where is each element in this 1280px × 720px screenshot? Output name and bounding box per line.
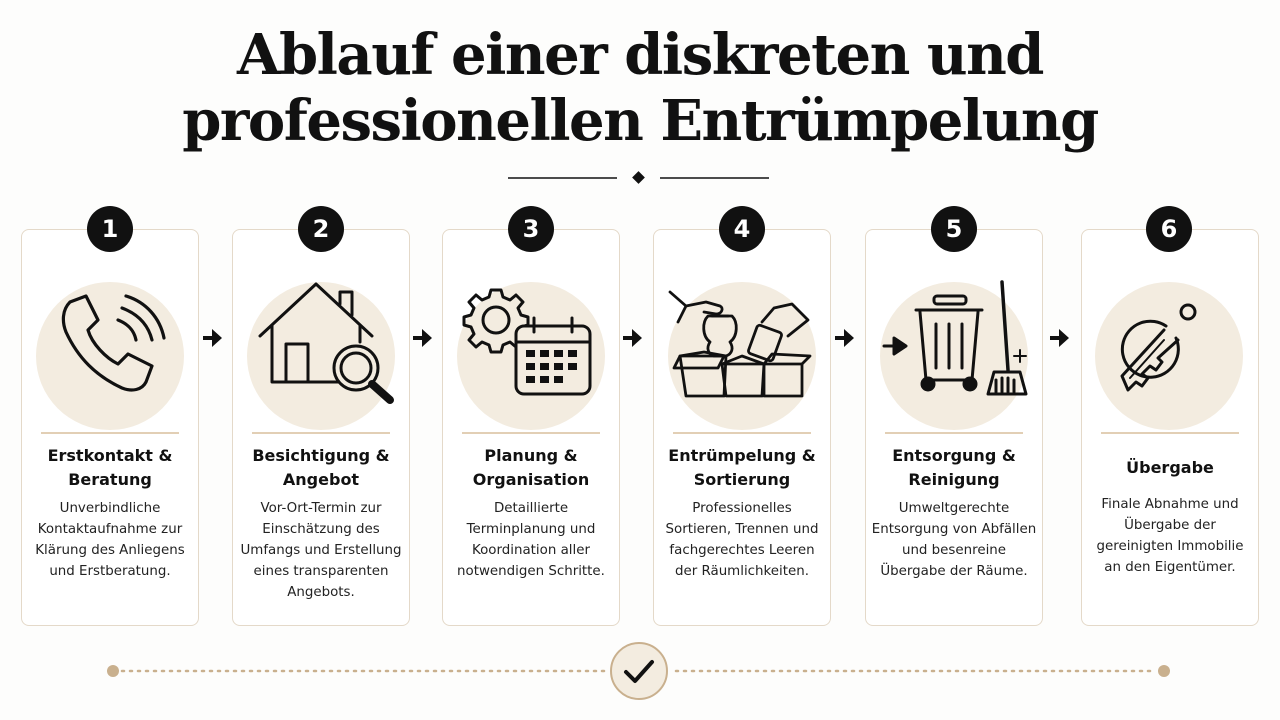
page-title	[0, 22, 1280, 154]
step-title-2: Besichtigung & Angebot	[252, 446, 390, 489]
step-title-1: Erstkontakt & Beratung	[47, 446, 173, 489]
step-separator-6	[1101, 432, 1239, 434]
step-number-1: 1	[87, 206, 133, 252]
step-title-6: Übergabe	[1126, 458, 1214, 477]
step-description-3: Detaillierte Terminplanung und Koordination aller notwendigen Schritte.	[457, 501, 605, 579]
step-description-2: Vor-Ort-Termin zur Einschätzung des Umfangs und Erstellung eines transparenten Angebots.	[240, 501, 402, 600]
arrow-icon	[835, 326, 855, 350]
step-title-5: Entsorgung & Reinigung	[892, 446, 1016, 489]
step-title-4: Entrümpelung & Sortierung	[668, 446, 816, 489]
key-icon	[1106, 290, 1226, 400]
arrow-icon	[413, 326, 433, 350]
step-title-3: Planung & Organisation	[472, 446, 590, 489]
phone-icon	[56, 292, 166, 402]
arrow-icon	[623, 326, 643, 350]
title-line-1: Ablauf einer diskreten und	[237, 22, 1043, 88]
step-separator-2	[252, 432, 390, 434]
house-search-icon	[256, 278, 398, 404]
title-line-2: professionellen Entrümpelung	[182, 88, 1098, 154]
step-number-5: 5	[931, 206, 977, 252]
trash-broom-icon	[882, 280, 1032, 400]
step-separator-3	[462, 432, 600, 434]
step-number-2: 2	[298, 206, 344, 252]
completion-badge	[610, 642, 668, 700]
gear-calendar-icon	[460, 286, 596, 402]
hands-boxes-icon	[666, 282, 816, 402]
step-separator-4	[673, 432, 811, 434]
step-description-6: Finale Abnahme und Übergabe der gereinigten Immobilie an den Eigentümer.	[1096, 497, 1244, 575]
arrow-icon	[203, 326, 223, 350]
step-number-6: 6	[1146, 206, 1192, 252]
step-number-4: 4	[719, 206, 765, 252]
step-number-3: 3	[508, 206, 554, 252]
step-separator-5	[885, 432, 1023, 434]
step-separator-1	[41, 432, 179, 434]
step-description-4: Professionelles Sortieren, Trennen und fachgerechtes Leeren der Räumlichkeiten.	[665, 501, 819, 579]
title-divider	[0, 171, 1280, 185]
checkmark-icon	[612, 644, 666, 698]
arrow-icon	[1050, 326, 1070, 350]
step-description-1: Unverbindliche Kontaktaufnahme zur Klärung des Anliegens und Erstberatung.	[35, 501, 185, 579]
step-description-5: Umweltgerechte Entsorgung von Abfällen und besenreine Übergabe der Räume.	[871, 501, 1037, 579]
